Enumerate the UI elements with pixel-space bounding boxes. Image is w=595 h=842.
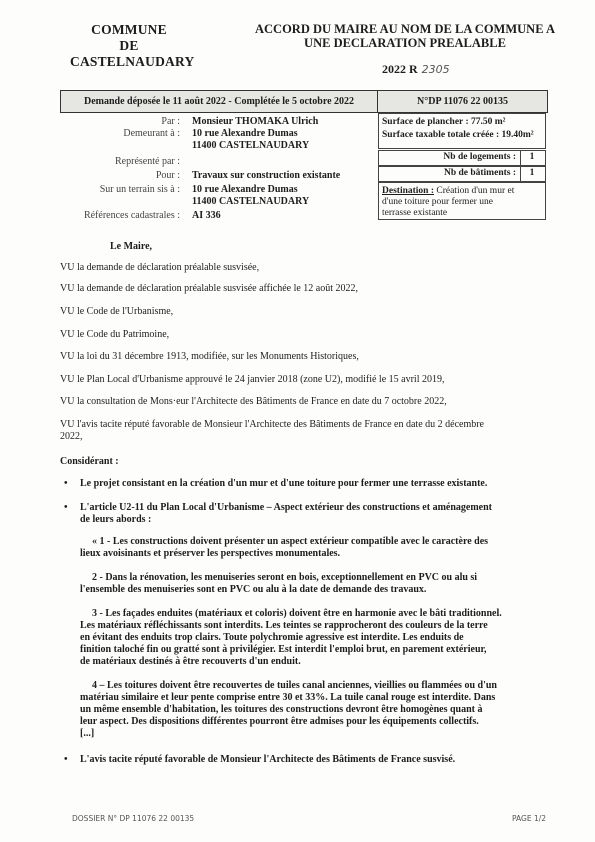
surface-taxable: Surface taxable totale créée : 19.40m² xyxy=(382,130,534,140)
quote-2-line-2: l'ensemble des menuiseries sont en PVC ou alu à la date de demande des travaux. xyxy=(80,584,427,595)
represente-label: Représenté par : xyxy=(115,156,180,167)
quote-4-line-3: un même ensemble d'habitation, les toitures des constructions devront être homogènes quant à xyxy=(80,704,483,715)
quote-4-line-4: leur aspect. Des dispositions différentes pourront être admises pour les équipements collectifs. xyxy=(80,716,479,727)
quote-4-line-5: [...] xyxy=(80,728,95,739)
demeurant-label: Demeurant à : xyxy=(123,128,180,139)
destination-line-3: terrasse existante xyxy=(382,208,448,218)
cadastre-label: Références cadastrales : xyxy=(83,210,180,221)
considerant-2-line-2: de leurs abords : xyxy=(80,514,152,525)
logements-label: Nb de logements : xyxy=(443,152,516,162)
commune-line-3: CASTELNAUDARY xyxy=(70,54,195,69)
quote-3-line-2: Les matériaux réfléchissants sont interdits. Les teintes se rapprocheront des couleurs de la terre xyxy=(80,620,488,631)
document-title xyxy=(240,22,570,50)
bullet-2-icon: • xyxy=(64,502,68,513)
destination-line-2: d'une toiture pour fermer une xyxy=(382,197,493,207)
quote-2-line-1: 2 - Dans la rénovation, les menuiseries seront en bois, exceptionnellement en PVC ou alu si xyxy=(92,572,478,583)
work-purpose: Travaux sur construction existante xyxy=(192,170,341,181)
vu-6: VU le Plan Local d'Urbanisme approuvé le 24 janvier 2018 (zone U2), modifié le 15 avril 2019, xyxy=(60,374,445,385)
applicant-address-1: 10 rue Alexandre Dumas xyxy=(192,128,298,139)
commune-name xyxy=(70,22,195,70)
quote-3-line-5: de matériaux destinés à être recouverts d'un enduit. xyxy=(80,656,301,667)
vu-8-line-2: 2022, xyxy=(60,431,83,442)
batiments-label: Nb de bâtiments : xyxy=(443,168,516,178)
quote-1-line-2: lieux avoisinants et préserver les perspectives monumentales. xyxy=(80,548,341,559)
footer-page: PAGE 1/2 xyxy=(512,814,547,823)
quote-3-line-3: en évitant des enduits trop clairs. Toute polychromie agressive est interdite. Les enduits de xyxy=(80,632,464,643)
vu-7: VU la consultation de Mons·eur l'Architecte des Bâtiments de France en date du 7 octobre 2022, xyxy=(60,396,447,407)
considerant-heading: Considérant : xyxy=(60,456,119,467)
commune-line-1: COMMUNE xyxy=(91,22,167,37)
quote-3-line-1: 3 - Les façades enduites (matériaux et coloris) doivent être en harmonie avec le bâti traditionnel. xyxy=(92,608,502,619)
terrain-address-2: 11400 CASTELNAUDARY xyxy=(192,196,310,207)
quote-1-line-1: « 1 - Les constructions doivent présenter un aspect extérieur compatible avec le caractère des xyxy=(92,536,489,547)
quote-4-line-2: matériau similaire et leur pente comprise entre 30 et 33%. La tuile canal rouge est interdite. Dans xyxy=(80,692,496,703)
ref-handwritten-number: 2305 xyxy=(421,63,450,76)
logements-value: 1 xyxy=(529,152,535,162)
terrain-address-1: 10 rue Alexandre Dumas xyxy=(192,184,298,195)
vu-3: VU le Code de l'Urbanisme, xyxy=(60,306,174,317)
commune-line-2: DE xyxy=(119,38,139,53)
title-line-2: UNE DECLARATION PREALABLE xyxy=(304,36,506,50)
terrain-label: Sur un terrain sis à : xyxy=(99,184,180,195)
quote-3-line-4: finition taloché fin ou gratté sont à privilégier. Est interdit l'emploi brut, en parement extérieur, xyxy=(80,644,487,655)
request-dates: Demande déposée le 11 août 2022 - Complétée le 5 octobre 2022 xyxy=(61,91,378,112)
quote-4-line-1: 4 – Les toitures doivent être recouvertes de tuiles canal anciennes, vieillies ou flammées ou d'un xyxy=(92,680,497,691)
vu-1: VU la demande de déclaration préalable susvisée, xyxy=(60,262,260,273)
ref-year: 2022 R xyxy=(382,62,418,76)
batiments-value: 1 xyxy=(529,168,535,178)
le-maire: Le Maire, xyxy=(110,241,153,252)
considerant-1: Le projet consistant en la création d'un mur et d'une toiture pour fermer une terrasse existante. xyxy=(80,478,488,489)
considerant-2-line-1: L'article U2-11 du Plan Local d'Urbanisme – Aspect extérieur des constructions et aménagement xyxy=(80,502,492,513)
destination-text-1: Création d'un mur et xyxy=(436,186,515,196)
applicant-name: Monsieur THOMAKA Ulrich xyxy=(192,116,319,127)
request-band xyxy=(60,90,548,113)
destination-line-1 xyxy=(382,186,514,197)
dossier-number: N°DP 11076 22 00135 xyxy=(417,96,508,107)
arrete-reference xyxy=(382,62,450,77)
bullet-1-icon: • xyxy=(64,478,68,489)
title-line-1: ACCORD DU MAIRE AU NOM DE LA COMMUNE A xyxy=(255,22,555,36)
applicant-address-2: 11400 CASTELNAUDARY xyxy=(192,140,310,151)
pour-label: Pour : xyxy=(155,170,180,181)
vu-2: VU la demande de déclaration préalable susvisée affichée le 12 août 2022, xyxy=(60,283,359,294)
par-label: Par : xyxy=(161,116,180,127)
destination-label: Destination : xyxy=(382,186,434,196)
surface-plancher: Surface de plancher : 77.50 m² xyxy=(382,117,506,127)
vu-4: VU le Code du Patrimoine, xyxy=(60,329,170,340)
bullet-3-icon: • xyxy=(64,754,68,765)
footer-dossier: DOSSIER N° DP 11076 22 00135 xyxy=(72,814,195,823)
cadastre-value: AI 336 xyxy=(192,210,221,221)
vu-8-line-1: VU l'avis tacite réputé favorable de Monsieur l'Architecte des Bâtiments de France en date du 2 décembre xyxy=(60,419,484,430)
vu-5: VU la loi du 31 décembre 1913, modifiée, sur les Monuments Historiques, xyxy=(60,351,359,362)
considerant-3: L'avis tacite réputé favorable de Monsieur l'Architecte des Bâtiments de France susvisé. xyxy=(80,754,456,765)
